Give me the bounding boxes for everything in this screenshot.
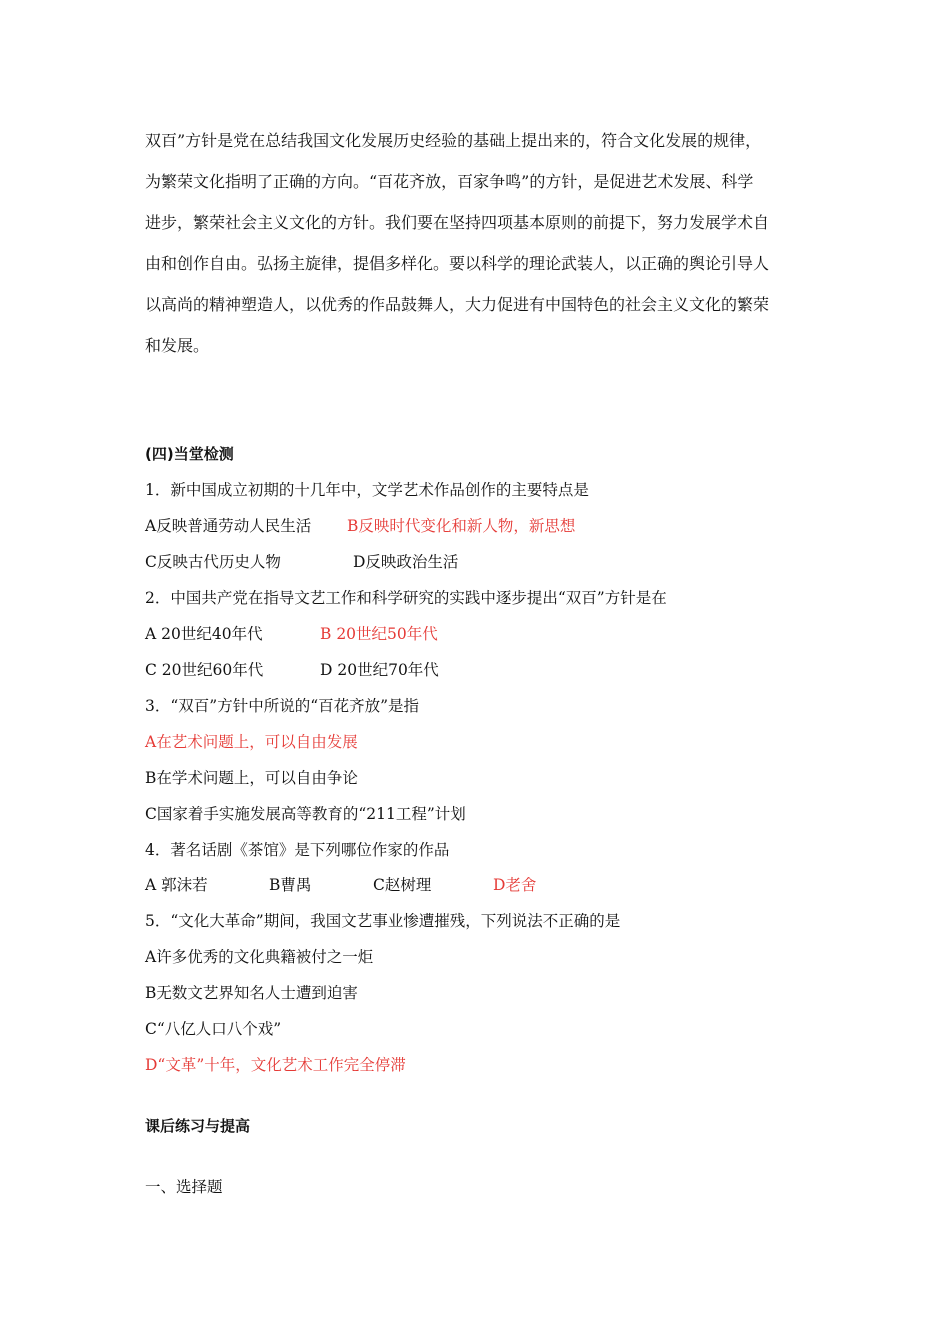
question-4-options: [145, 874, 536, 896]
q5-option-c: C“八亿人口八个戏”: [145, 1020, 282, 1038]
q2-option-b-answer: B 20世纪50年代: [320, 625, 438, 643]
paragraph-line: 由和创作自由。弘扬主旋律，提倡多样化。要以科学的理论武装人，以正确的舆论引导人: [145, 254, 770, 273]
q3-option-a-answer: A在艺术问题上，可以自由发展: [145, 733, 358, 751]
q2-option-c: C 20世纪60年代: [145, 661, 264, 679]
after-class-title: 课后练习与提高: [145, 1117, 251, 1135]
q3-option-c: C国家着手实施发展高等教育的“211工程”计划: [145, 805, 466, 823]
q4-option-a: A 郭沫若: [145, 876, 208, 894]
part-one-title: 一、选择题: [145, 1178, 223, 1196]
paragraph-line: 为繁荣文化指明了正确的方向。“百花齐放，百家争鸣”的方针，是促进艺术发展、科学: [145, 172, 754, 191]
section-title: (四)当堂检测: [145, 445, 234, 463]
q4-option-d-answer: D老舍: [493, 876, 537, 894]
q2-option-a: A 20世纪40年代: [145, 625, 263, 643]
question-3-stem: 3．“双百”方针中所说的“百花齐放”是指: [145, 697, 420, 715]
question-5-stem: 5．“文化大革命”期间，我国文艺事业惨遭摧残，下列说法不正确的是: [145, 912, 621, 930]
q5-option-a: A许多优秀的文化典籍被付之一炬: [145, 948, 374, 966]
q1-option-a: A反映普通劳动人民生活: [145, 517, 312, 535]
question-1-options-row-2: [145, 551, 458, 573]
question-2-options-row-2: [145, 659, 439, 681]
paragraph-line: 进步，繁荣社会主义文化的方针。我们要在坚持四项基本原则的前提下，努力发展学术自: [145, 213, 770, 232]
paragraph-line: 和发展。: [145, 336, 210, 355]
q3-option-b: B在学术问题上，可以自由争论: [145, 769, 358, 787]
question-2-stem: 2．中国共产党在指导文艺工作和科学研究的实践中逐步提出“双百”方针是在: [145, 589, 667, 607]
q4-option-c: C赵树理: [373, 876, 432, 894]
paragraph-line: 以高尚的精神塑造人，以优秀的作品鼓舞人，大力促进有中国特色的社会主义文化的繁荣: [145, 295, 770, 314]
question-1-stem: 1．新中国成立初期的十几年中，文学艺术作品创作的主要特点是: [145, 481, 589, 499]
q1-option-b-answer: B反映时代变化和新人物，新思想: [347, 517, 576, 535]
paragraph-line: 双百”方针是党在总结我国文化发展历史经验的基础上提出来的，符合文化发展的规律，: [145, 131, 762, 150]
question-4-stem: 4．著名话剧《茶馆》是下列哪位作家的作品: [145, 841, 450, 859]
q5-option-d-answer: D“文革”十年，文化艺术工作完全停滞: [145, 1056, 406, 1074]
q1-option-d: D反映政治生活: [353, 553, 459, 571]
q5-option-b: B无数文艺界知名人士遭到迫害: [145, 984, 358, 1002]
question-1-options-row-1: [145, 515, 575, 537]
q4-option-b: B曹禺: [269, 876, 312, 894]
question-2-options-row-1: [145, 623, 438, 645]
q1-option-c: C反映古代历史人物: [145, 553, 281, 571]
intro-paragraph: [145, 120, 815, 366]
q2-option-d: D 20世纪70年代: [320, 661, 439, 679]
